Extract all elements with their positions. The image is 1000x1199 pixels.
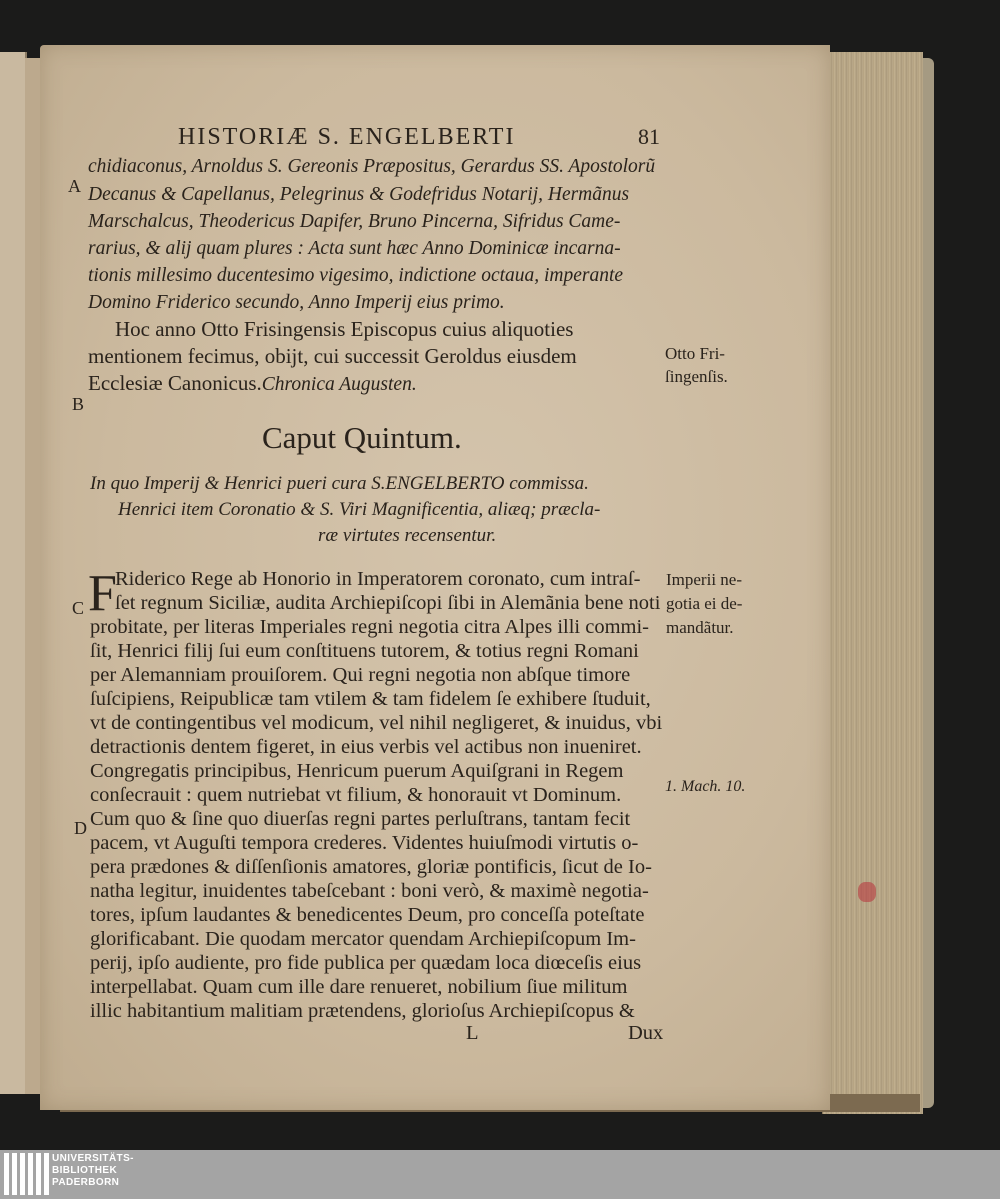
- library-logo-bar: [0, 1150, 1000, 1199]
- otto-line-1: Hoc anno Otto Frisingensis Episcopus cuius aliquoties: [115, 317, 574, 341]
- library-name-line-2: BIBLIOTHEK: [52, 1165, 118, 1176]
- library-name-line-3: PADERBORN: [52, 1177, 120, 1188]
- otto-citation: Chronica Augusten.: [261, 374, 417, 395]
- body-line-7: vt de contingentibus vel modicum, vel nihil negligeret, & inuidus, vbi: [90, 712, 663, 734]
- chapter-title: Caput Quintum.: [262, 420, 462, 455]
- red-stain-mark: [858, 882, 876, 902]
- body-line-17: perij, ipſo audiente, pro fide publica per quædam loca diœceſis eius: [90, 952, 642, 974]
- body-line-9: Congregatis principibus, Henricum puerum Aquiſgrani in Regem: [90, 760, 624, 782]
- side-note-imperii-2: gotia ei de-: [666, 594, 743, 613]
- page-fore-edge: [822, 52, 923, 1114]
- body-line-19: illic habitantium malitiam prætendens, glorioſus Archiepiſcopus &: [90, 1000, 635, 1022]
- otto-line-3: [88, 371, 417, 396]
- margin-letter-b: B: [72, 394, 85, 414]
- signature-mark: L: [466, 1022, 479, 1044]
- otto-line-3-text: Ecclesiæ Canonicus.: [88, 371, 262, 395]
- body-line-6: ſuſcipiens, Reipublicæ tam vtilem & tam fidelem ſe exhibere ſtuduit,: [90, 688, 651, 710]
- body-line-14: natha legitur, inuidentes tabeſcebant : boni verò, & maximè negotia-: [90, 880, 649, 902]
- body-line-3: probitate, per literas Imperiales regni negotia citra Alpes illi commi-: [90, 616, 650, 638]
- chapter-summary-1: In quo Imperij & Henrici pueri cura S.ENGELBERTO commissa.: [90, 473, 589, 494]
- otto-line-2: mentionem fecimus, obijt, cui successit Geroldus eiusdem: [88, 344, 577, 368]
- opening-line-4: rarius, & alij quam plures : Acta sunt hæc Anno Dominicæ incarna-: [88, 238, 621, 259]
- side-note-machabees: 1. Mach. 10.: [665, 778, 746, 795]
- body-line-4: ſit, Henrici filij ſui eum conſtituens tutorem, & totius regni Romani: [90, 640, 639, 662]
- body-line-8: detractionis dentem figeret, in eius verbis vel actibus non inueniret.: [90, 736, 642, 758]
- margin-letter-a: A: [68, 176, 81, 196]
- facing-page-edge: [0, 52, 27, 1094]
- drop-cap: F: [88, 565, 117, 622]
- side-note-otto-2: ſingenſis.: [665, 367, 728, 386]
- body-line-10: conſecrauit : quem nutriebat vt filium, & honorauit vt Dominum.: [90, 784, 622, 806]
- library-logo-icon: [4, 1153, 49, 1195]
- body-line-12: pacem, vt Auguſti tempora crederes. Videntes huiuſmodi virtutis o-: [90, 832, 639, 854]
- body-line-16: glorificabant. Die quodam mercator quendam Archiepiſcopum Im-: [90, 928, 636, 950]
- body-line-11: Cum quo & ſine quo diuerſas regni partes perluſtrans, tantam fecit: [90, 808, 631, 830]
- opening-line-3: Marschalcus, Theodericus Dapifer, Bruno Pincerna, Sifridus Came-: [88, 211, 621, 232]
- body-line-13: pera prædones & diſſenſionis amatores, gloriæ pontificis, ſicut de Io-: [90, 856, 652, 878]
- chapter-summary-3: ræ virtutes recensentur.: [318, 525, 497, 546]
- side-note-otto-1: Otto Fri-: [665, 344, 725, 363]
- side-note-imperii-3: mandãtur.: [666, 618, 734, 637]
- opening-line-1: chidiaconus, Arnoldus S. Gereonis Præpositus, Gerardus SS. Apostolorũ: [88, 156, 656, 177]
- body-line-1: Riderico Rege ab Honorio in Imperatorem coronato, cum intraſ-: [115, 568, 641, 590]
- opening-line-5: tionis millesimo ducentesimo vigesimo, indictione octaua, imperante: [88, 265, 624, 286]
- margin-letter-c: C: [72, 598, 85, 618]
- opening-line-2: Decanus & Capellanus, Pelegrinus & Godefridus Notarij, Hermãnus: [88, 184, 630, 205]
- running-head: HISTORIÆ S. ENGELBERTI: [178, 124, 516, 150]
- margin-letter-d: D: [74, 818, 87, 838]
- side-note-imperii-1: Imperii ne-: [666, 570, 742, 589]
- library-name-line-1: UNIVERSITÄTS-: [52, 1153, 134, 1164]
- body-line-18: interpellabat. Quam cum ille dare renueret, nobilium ſiue militum: [90, 976, 628, 998]
- body-line-2: ſet regnum Siciliæ, audita Archiepiſcopi ſibi in Alemãnia bene noti: [115, 592, 661, 614]
- opening-line-6: Domino Friderico secundo, Anno Imperij eius primo.: [88, 292, 505, 313]
- chapter-summary-2: Henrici item Coronatio & S. Viri Magnificentia, aliæq; præcla-: [118, 499, 601, 520]
- catchword: Dux: [628, 1022, 664, 1044]
- body-line-15: tores, ipſum laudantes & benedicentes Deum, pro conceſſa poteſtate: [90, 904, 645, 926]
- body-line-5: per Alemanniam prouiſorem. Qui regni negotia non abſque timore: [90, 664, 631, 686]
- page-number: 81: [638, 124, 660, 149]
